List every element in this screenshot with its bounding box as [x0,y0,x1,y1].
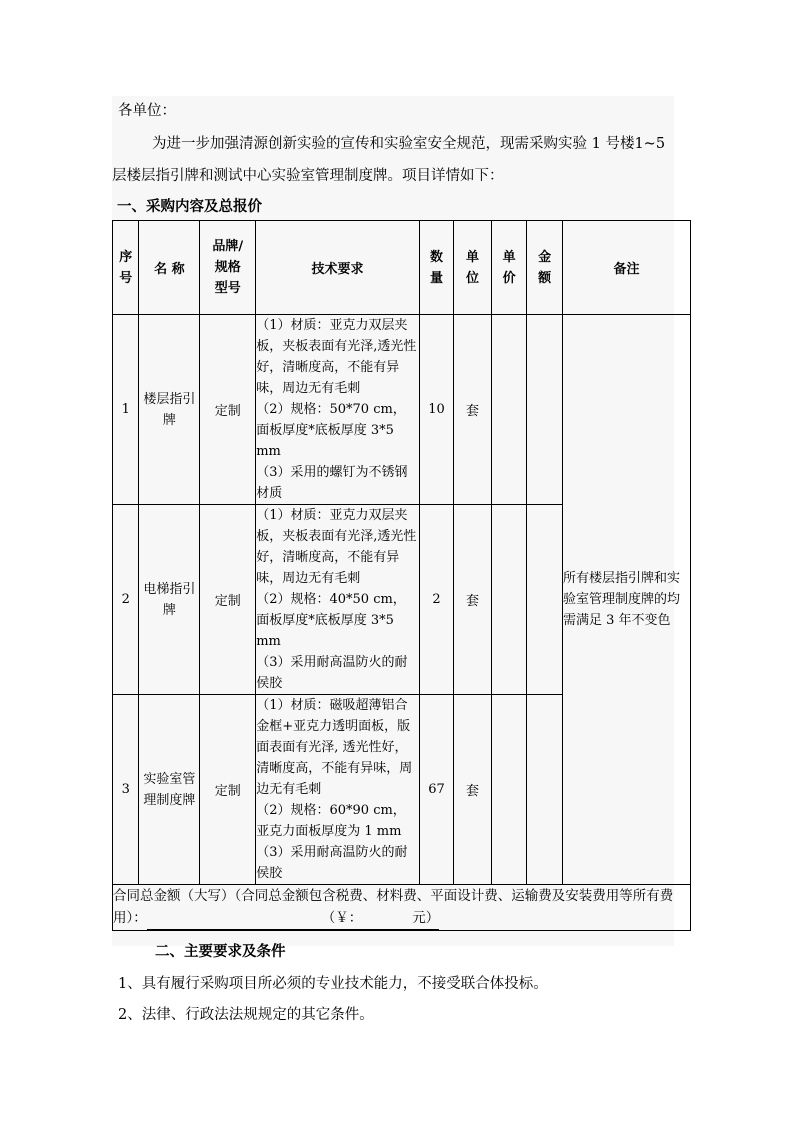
tech-line: （2）规格：50*70 cm，面板厚度*底板厚度 3*5 mm [256,402,406,459]
cell-seq: 2 [113,505,139,695]
header-price: 单价 [491,221,527,315]
cell-seq: 3 [113,695,139,885]
cell-brand: 定制 [200,505,256,695]
cell-brand: 定制 [200,695,256,885]
header-brand [200,221,256,315]
tech-line: （1）材质：亚克力双层夹板，夹板表面有光泽,透光性好，清晰度高，不能有异味，周边无有毛刺 [256,318,417,396]
header-note: 备注 [562,221,690,315]
header-seq: 序号 [113,221,139,315]
tech-line: （2）规格：40*50 cm，面板厚度*底板厚度 3*5 mm [256,592,406,649]
cell-amount [527,315,563,505]
total-label: 合同总金额（大写）（合同总金额包含税费、材料费、平面设计费、运输费及安装费用等所有费用）： [113,888,674,926]
cell-unit: 套 [454,315,492,505]
header-unit: 单位 [454,221,492,315]
total-unit: 元） [412,910,440,926]
cell-note: 所有楼层指引牌和实验室管理制度牌的均需满足 3 年不变色 [562,315,690,885]
tech-line: （3）采用耐高温防火的耐侯胶 [256,655,408,691]
cell-seq: 1 [113,315,139,505]
header-tech: 技术要求 [256,221,420,315]
requirement-item: 1、具有履行采购项目所必须的专业技术能力，不接受联合体投标。 [118,976,548,992]
cell-tech [256,505,420,695]
total-cell [113,885,691,931]
cell-qty: 10 [419,315,454,505]
cell-qty: 67 [419,695,454,885]
cell-unit: 套 [454,695,492,885]
header-brand-line: 型号 [214,281,241,296]
cell-price [491,695,527,885]
cell-tech [256,315,420,505]
total-amount-number-field[interactable] [322,907,440,930]
tech-line: （1）材质：亚克力双层夹板，夹板表面有光泽,透光性好，清晰度高，不能有异味，周边无有毛刺 [256,508,417,586]
section-1-title: 一、采购内容及总报价 [117,198,262,215]
intro-paragraph: 为进一步加强清源创新实验的宣传和实验室安全规范，现需采购实验 1 号楼1~5 层楼层指引牌和测试中心实验室管理制度牌。项目详情如下： [112,136,666,184]
tech-line: （3）采用的螺钉为不锈钢材质 [256,465,408,501]
header-qty: 数量 [419,221,454,315]
cell-name: 电梯指引牌 [139,505,200,695]
section-2-title: 二、主要要求及条件 [155,943,286,960]
table-row [113,315,691,505]
cell-name: 楼层指引牌 [139,315,200,505]
tech-line: （3）采用耐高温防火的耐侯胶 [256,845,408,881]
header-amount: 金额 [527,221,563,315]
tech-line: （2）规格：60*90 cm，亚克力面板厚度为 1 mm [256,803,406,839]
total-currency: （￥： [321,910,363,926]
cell-price [491,315,527,505]
greeting: 各单位： [118,103,176,119]
total-row [113,885,691,931]
table-header-row [113,221,691,315]
header-brand-line: 规格 [214,260,241,275]
procurement-table [112,220,691,931]
cell-amount [527,505,563,695]
cell-unit: 套 [454,505,492,695]
cell-amount [527,695,563,885]
header-name: 名 称 [139,221,200,315]
total-amount-words-blank[interactable] [147,907,322,930]
cell-qty: 2 [419,505,454,695]
cell-brand: 定制 [200,315,256,505]
header-brand-line: 品牌/ [212,239,244,254]
cell-name: 实验室管理制度牌 [139,695,200,885]
requirement-item: 2、法律、行政法法规规定的其它条件。 [118,1007,374,1023]
cell-tech [256,695,420,885]
tech-line: （1）材质：磁吸超薄铝合金框+亚克力透明面板，版面表面有光泽, 透光性好，清晰度高，不能有异味，周边无有毛刺 [256,698,413,797]
cell-price [491,505,527,695]
